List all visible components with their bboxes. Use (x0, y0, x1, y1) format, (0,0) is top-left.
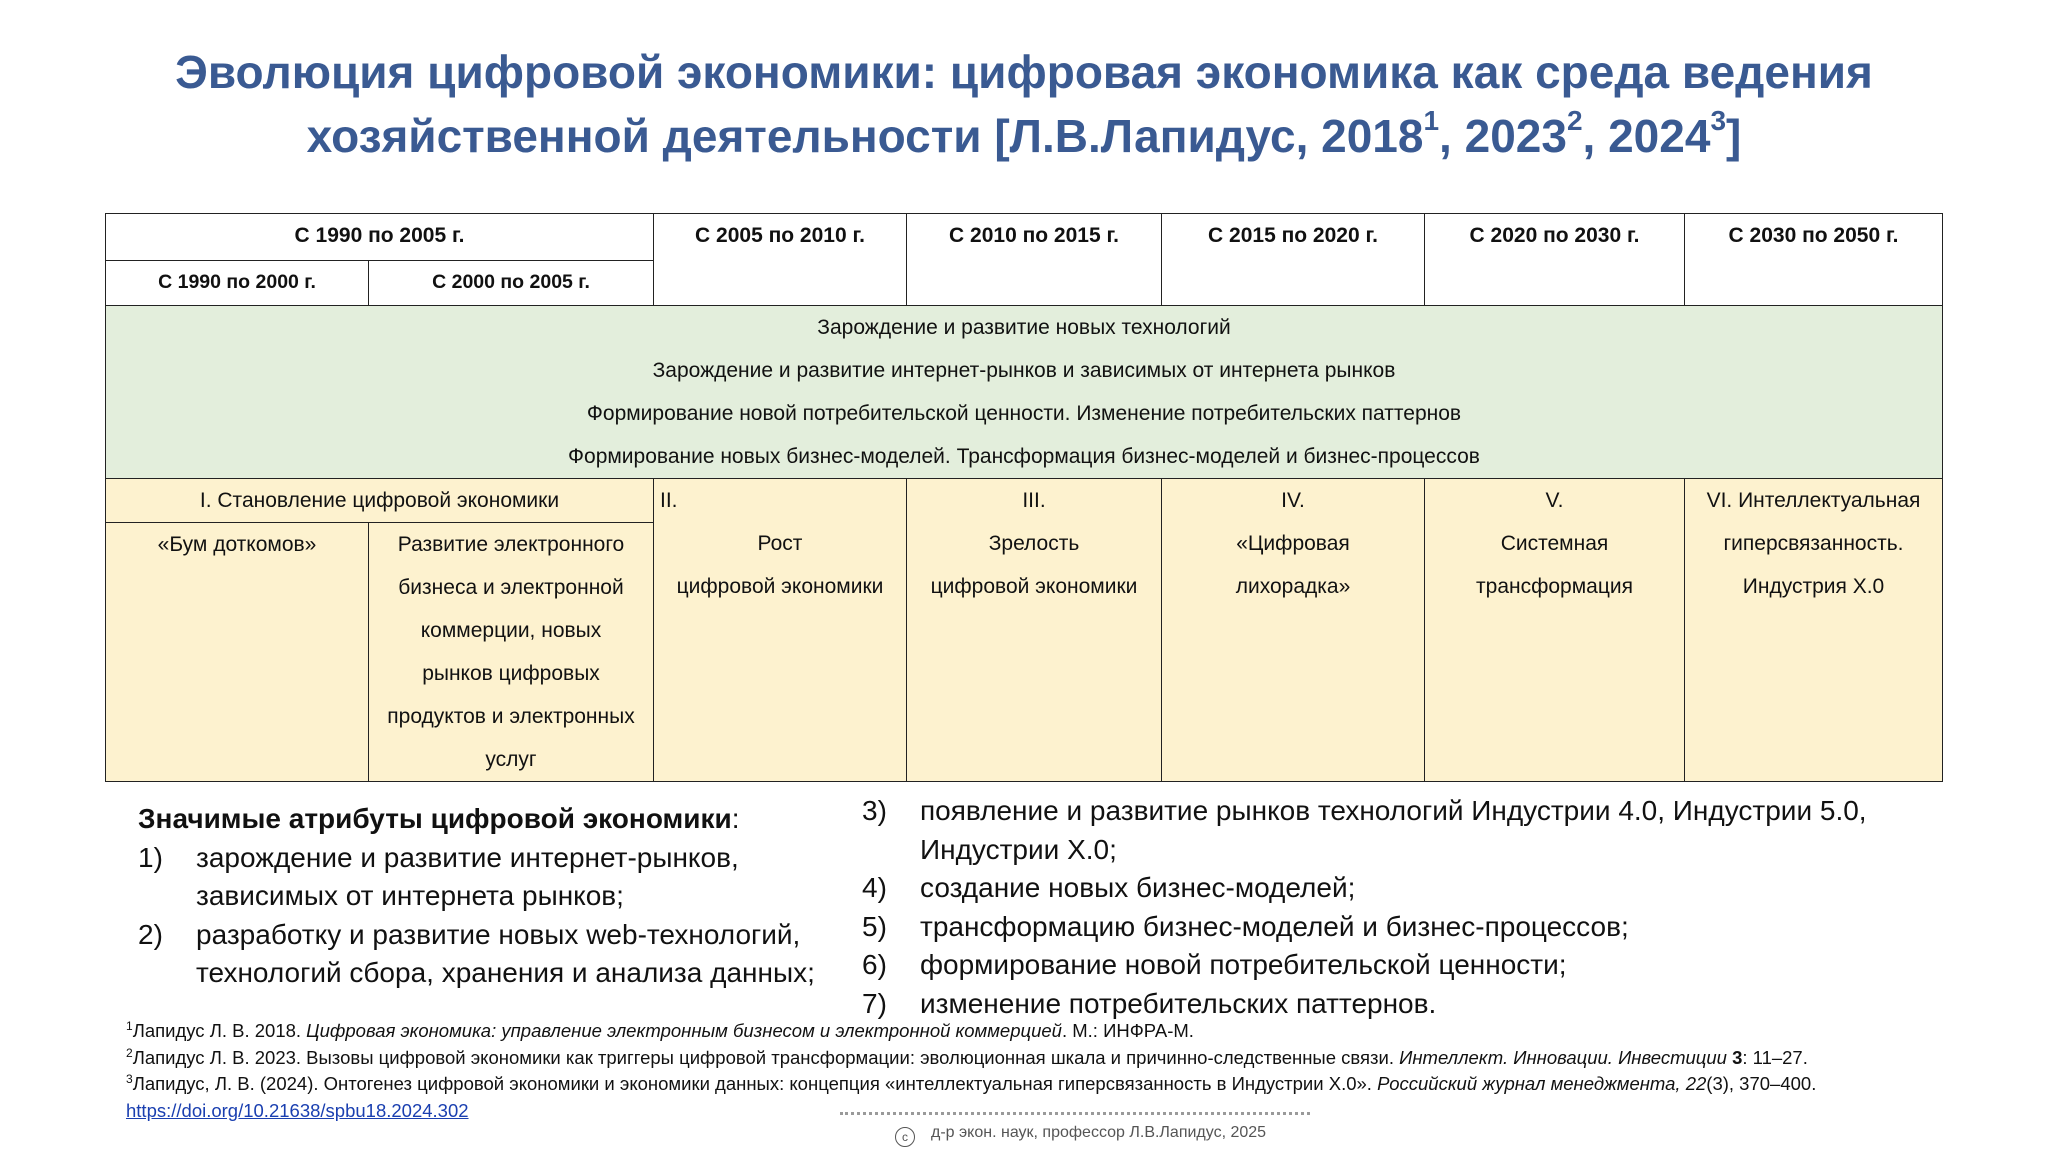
trend-item: Зарождение и развитие новых технологий (817, 316, 1231, 339)
stage-label: Индустрия X.0 (1742, 575, 1885, 598)
stage-label: услуг (485, 748, 537, 771)
evolution-table (105, 213, 1943, 782)
attribute-number: 6) (862, 949, 887, 980)
stage-label: гиперсвязанность. (1723, 532, 1904, 555)
attributes-list-left (138, 800, 858, 993)
attribute-text: создание новых бизнес-моделей; (920, 872, 1356, 903)
stage-label: Развитие электронного (397, 533, 625, 556)
stage-label: Системная (1500, 532, 1609, 555)
attribute-item (862, 908, 2002, 947)
period-header-2005-2010: С 2005 по 2010 г. (654, 214, 907, 306)
period-header-1990-2000: С 1990 по 2000 г. (106, 261, 369, 306)
stage-number: V. (1545, 489, 1564, 512)
stage-label: коммерции, новых (420, 619, 602, 642)
attribute-number: 3) (862, 795, 887, 826)
attribute-number: 1) (138, 841, 163, 873)
reference-volume: 3 (1732, 1046, 1743, 1068)
attributes-heading-text: Значимые атрибуты цифровой экономики (138, 803, 732, 834)
title-text: ] (1726, 110, 1742, 162)
attributes-list-right (862, 792, 2002, 1023)
title-text: , 2023 (1439, 110, 1567, 162)
period-header-2000-2005: С 2000 по 2005 г. (369, 261, 654, 306)
attribute-item (862, 946, 2002, 985)
title-line-2 (60, 104, 1988, 168)
attributes-heading (138, 800, 858, 839)
attribute-number: 2) (138, 918, 163, 950)
attribute-item (862, 792, 2002, 869)
attribute-text: формирование новой потребительской ценности; (920, 949, 1567, 980)
stage-4-cell (1162, 479, 1425, 782)
reference-journal: Интеллект. Инновации. Инвестиции (1399, 1046, 1727, 1068)
title-line-1: Эволюция цифровой экономики: цифровая экономика как среда ведения (175, 46, 1873, 98)
reference-3-link-row (126, 1098, 1996, 1125)
reference-text: (3), 370–400. (1706, 1073, 1817, 1094)
stage-label: трансформация (1476, 575, 1633, 598)
attribute-number: 4) (862, 872, 887, 903)
footer-credit (893, 1124, 1266, 1142)
footnote-mark: 3 (1710, 105, 1727, 136)
stage-number: II. (660, 489, 678, 512)
title-text: , 2024 (1582, 110, 1711, 162)
stage-label: рынков цифровых (422, 662, 600, 685)
footnote-mark: 1 (1423, 105, 1440, 136)
attribute-text: трансформацию бизнес-моделей и бизнес-процессов; (920, 910, 1629, 942)
attribute-item (138, 839, 858, 916)
title-text: хозяйственной деятельности [Л.В.Лапидус, 2018 (306, 110, 1424, 162)
period-header-2010-2015: С 2010 по 2015 г. (907, 214, 1162, 306)
footnote-mark: 3 (126, 1072, 133, 1086)
references (126, 1018, 1996, 1124)
attribute-number: 5) (862, 910, 887, 942)
attribute-number: 7) (862, 987, 887, 1019)
stage-1b-cell (369, 523, 654, 782)
stage-label: цифровой экономики (930, 575, 1138, 598)
reference-text: Лапидус Л. В. 2023. Вызовы цифровой экономики как триггеры цифровой трансформации: эволюционная шкала и причинно-следственные связи. (132, 1046, 1400, 1068)
period-header-1990-2005: С 1990 по 2005 г. (106, 214, 654, 261)
stage-1a-cell: «Бум доткомов» (106, 523, 369, 782)
reference-text: Лапидус, Л. В. (2024). Онтогенез цифровой экономики и экономики данных: концепция «интеллектуальная гиперсвязанность в Индустрии X.0». (132, 1073, 1378, 1094)
attribute-text: зарождение и развитие интернет-рынков, зависимых от интернета рынков; (196, 841, 739, 911)
stage-1-header: I. Становление цифровой экономики (106, 479, 654, 523)
footer-divider (840, 1112, 1310, 1115)
reference-3 (126, 1071, 1996, 1098)
attribute-text: появление и развитие рынков технологий Индустрии 4.0, Индустрии 5.0, Индустрии X.0; (920, 795, 1867, 865)
period-header-2020-2030: С 2020 по 2030 г. (1425, 214, 1685, 306)
stage-number: IV. (1281, 489, 1305, 512)
reference-title: Цифровая экономика: управление электронным бизнесом и электронной коммерцией (306, 1020, 1062, 1041)
reference-2 (126, 1045, 1996, 1072)
stage-label: «Цифровая (1236, 532, 1350, 555)
stage-label: VI. Интеллектуальная (1706, 489, 1921, 512)
footnote-mark: 2 (126, 1045, 133, 1060)
trend-item: Формирование новых бизнес-моделей. Трансформация бизнес-моделей и бизнес-процессов (568, 445, 1480, 468)
stage-label: Рост (757, 532, 803, 555)
trend-item: Зарождение и развитие интернет-рынков и зависимых от интернета рынков (652, 359, 1396, 382)
stage-5-cell (1425, 479, 1685, 782)
stage-label: лихорадка» (1235, 575, 1351, 598)
period-header-2015-2020: С 2015 по 2020 г. (1162, 214, 1425, 306)
footnote-mark: 2 (1566, 105, 1583, 136)
reference-text: : 11–27. (1742, 1046, 1808, 1068)
trends-cell (106, 306, 1943, 479)
stage-number: III. (1022, 489, 1046, 512)
stage-6-cell (1685, 479, 1943, 782)
slide-title (60, 40, 1988, 168)
attribute-item (138, 916, 858, 993)
stage-2-cell (654, 479, 907, 782)
footer-credit-text: д-р экон. наук, профессор Л.В.Лапидус, 2025 (931, 1124, 1267, 1141)
reference-1 (126, 1018, 1996, 1045)
trend-item: Формирование новой потребительской ценности. Изменение потребительских паттернов (586, 402, 1462, 425)
reference-text: Лапидус Л. В. 2018. (132, 1020, 307, 1041)
reference-journal: Российский журнал менеджмента, 22 (1377, 1073, 1707, 1094)
copyright-icon: c (895, 1127, 915, 1147)
doi-link[interactable]: https://doi.org/10.21638/spbu18.2024.302 (126, 1099, 469, 1121)
stage-3-cell (907, 479, 1162, 782)
attribute-text: разработку и развитие новых web-технологий, технологий сбора, хранения и анализа данных; (196, 918, 815, 988)
stage-label: бизнеса и электронной (398, 576, 624, 599)
stage-label: Зрелость (988, 532, 1080, 555)
period-header-2030-2050: С 2030 по 2050 г. (1685, 214, 1943, 306)
attribute-text: изменение потребительских паттернов. (920, 987, 1437, 1019)
attribute-item (862, 869, 2002, 908)
footnote-mark: 1 (126, 1019, 133, 1033)
stage-label: продуктов и электронных (387, 705, 635, 728)
stage-label: цифровой экономики (676, 575, 884, 598)
attributes-heading-colon: : (731, 803, 740, 834)
reference-text: . М.: ИНФРА-М. (1061, 1020, 1194, 1041)
